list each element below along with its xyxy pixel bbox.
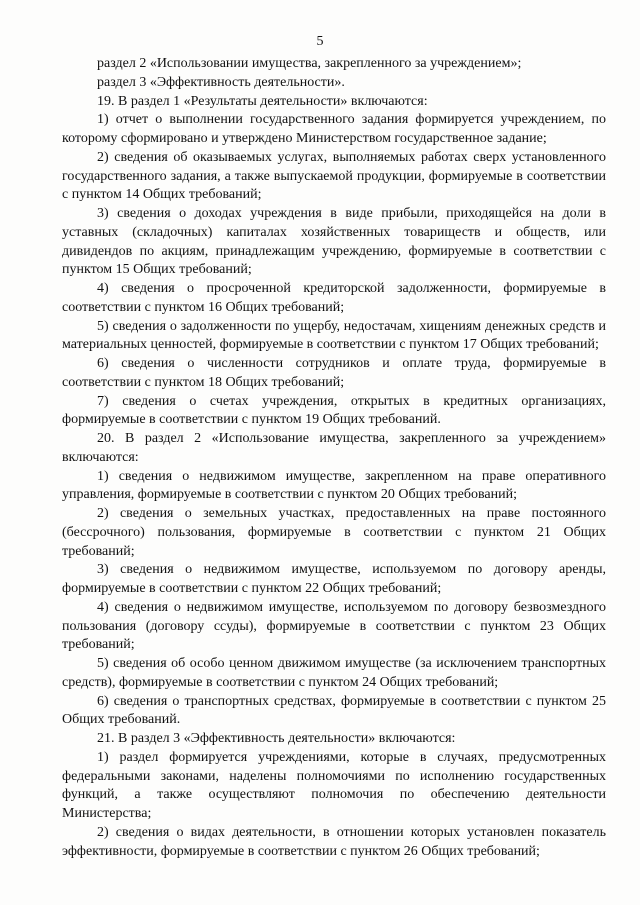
paragraph: 5) сведения об особо ценном движимом имуществе (за исключением транспортных средств), формируемые в соответствии с пунктом 24 Общих требований; <box>62 656 606 690</box>
paragraph: раздел 2 «Использовании имущества, закрепленного за учреждением»; <box>97 56 522 71</box>
paragraph: 7) сведения о счетах учреждения, открытых в кредитных организациях, формируемые в соответствии с пунктом 19 Общих требований. <box>62 393 606 428</box>
paragraph: 4) сведения о недвижимом имуществе, используемом по договору безвозмездного пользования (договору ссуды), формируемые в соответствии с пунктом 23 Общих требований; <box>62 599 606 653</box>
paragraph: 4) сведения о просроченной кредиторской задолженности, формируемые в соответствии с пунктом 16 Общих требований; <box>62 281 606 315</box>
paragraph: 5) сведения о задолженности по ущербу, недостачам, хищениям денежных средств и материальных ценностей, формируемые в соответствии с пунктом 17 Общих требований; <box>62 318 606 353</box>
paragraph: 20. В раздел 2 «Использование имущества, закрепленного за учреждением» включаются: <box>62 431 606 465</box>
paragraph: 6) сведения о численности сотрудников и оплате труда, формируемые в соответствии с пунктом 18 Общих требований; <box>62 356 606 390</box>
paragraph: 2) сведения об оказываемых услугах, выполняемых работах сверх установленного государственного задания, а также выпускаемой продукции, формируемые в соответствии с пунктом 14 Общих требований; <box>62 149 606 203</box>
paragraph: 19. В раздел 1 «Результаты деятельности» включаются: <box>97 93 428 109</box>
paragraph: 6) сведения о транспортных средствах, формируемые в соответствии с пунктом 25 Общих требований. <box>62 693 606 728</box>
page-number: 5 <box>316 34 324 49</box>
paragraph: 1) раздел формируется учреждениями, которые в случаях, предусмотренных федеральными законами, наделены полномочиями по исполнению государственных функций, а также осуществляют полномочия по обеспечению деятельности Министерства; <box>62 749 606 821</box>
paragraph: 1) отчет о выполнении государственного задания формируется учреждением, по которому сформировано и утверждено Министерством государственное задание; <box>62 112 606 146</box>
paragraph: раздел 3 «Эффективность деятельности». <box>97 74 345 90</box>
paragraph: 3) сведения о недвижимом имуществе, используемом по договору аренды, формируемые в соответствии с пунктом 22 Общих требований; <box>62 562 606 596</box>
paragraph: 2) сведения о видах деятельности, в отношении которых установлен показатель эффективности, формируемые в соответствии с пунктом 26 Общих требований; <box>62 824 606 859</box>
paragraph: 21. В раздел 3 «Эффективность деятельности» включаются: <box>97 731 456 746</box>
paragraph: 2) сведения о земельных участках, предоставленных на праве постоянного (бессрочного) пользования, формируемые в соответствии с пунктом 21 Общих требований; <box>62 506 606 559</box>
paragraph: 3) сведения о доходах учреждения в виде прибыли, приходящейся на доли в уставных (складочных) капиталах хозяйственных товариществ и обществ, или дивидендов по акциям, принадлежащим учреждению, формируемые в соответствии с пунктом 15 Общих требований; <box>62 206 606 278</box>
document-body <box>62 55 606 861</box>
paragraph: 1) сведения о недвижимом имуществе, закрепленном на праве оперативного управления, формируемые в соответствии с пунктом 20 Общих требований; <box>62 468 606 503</box>
